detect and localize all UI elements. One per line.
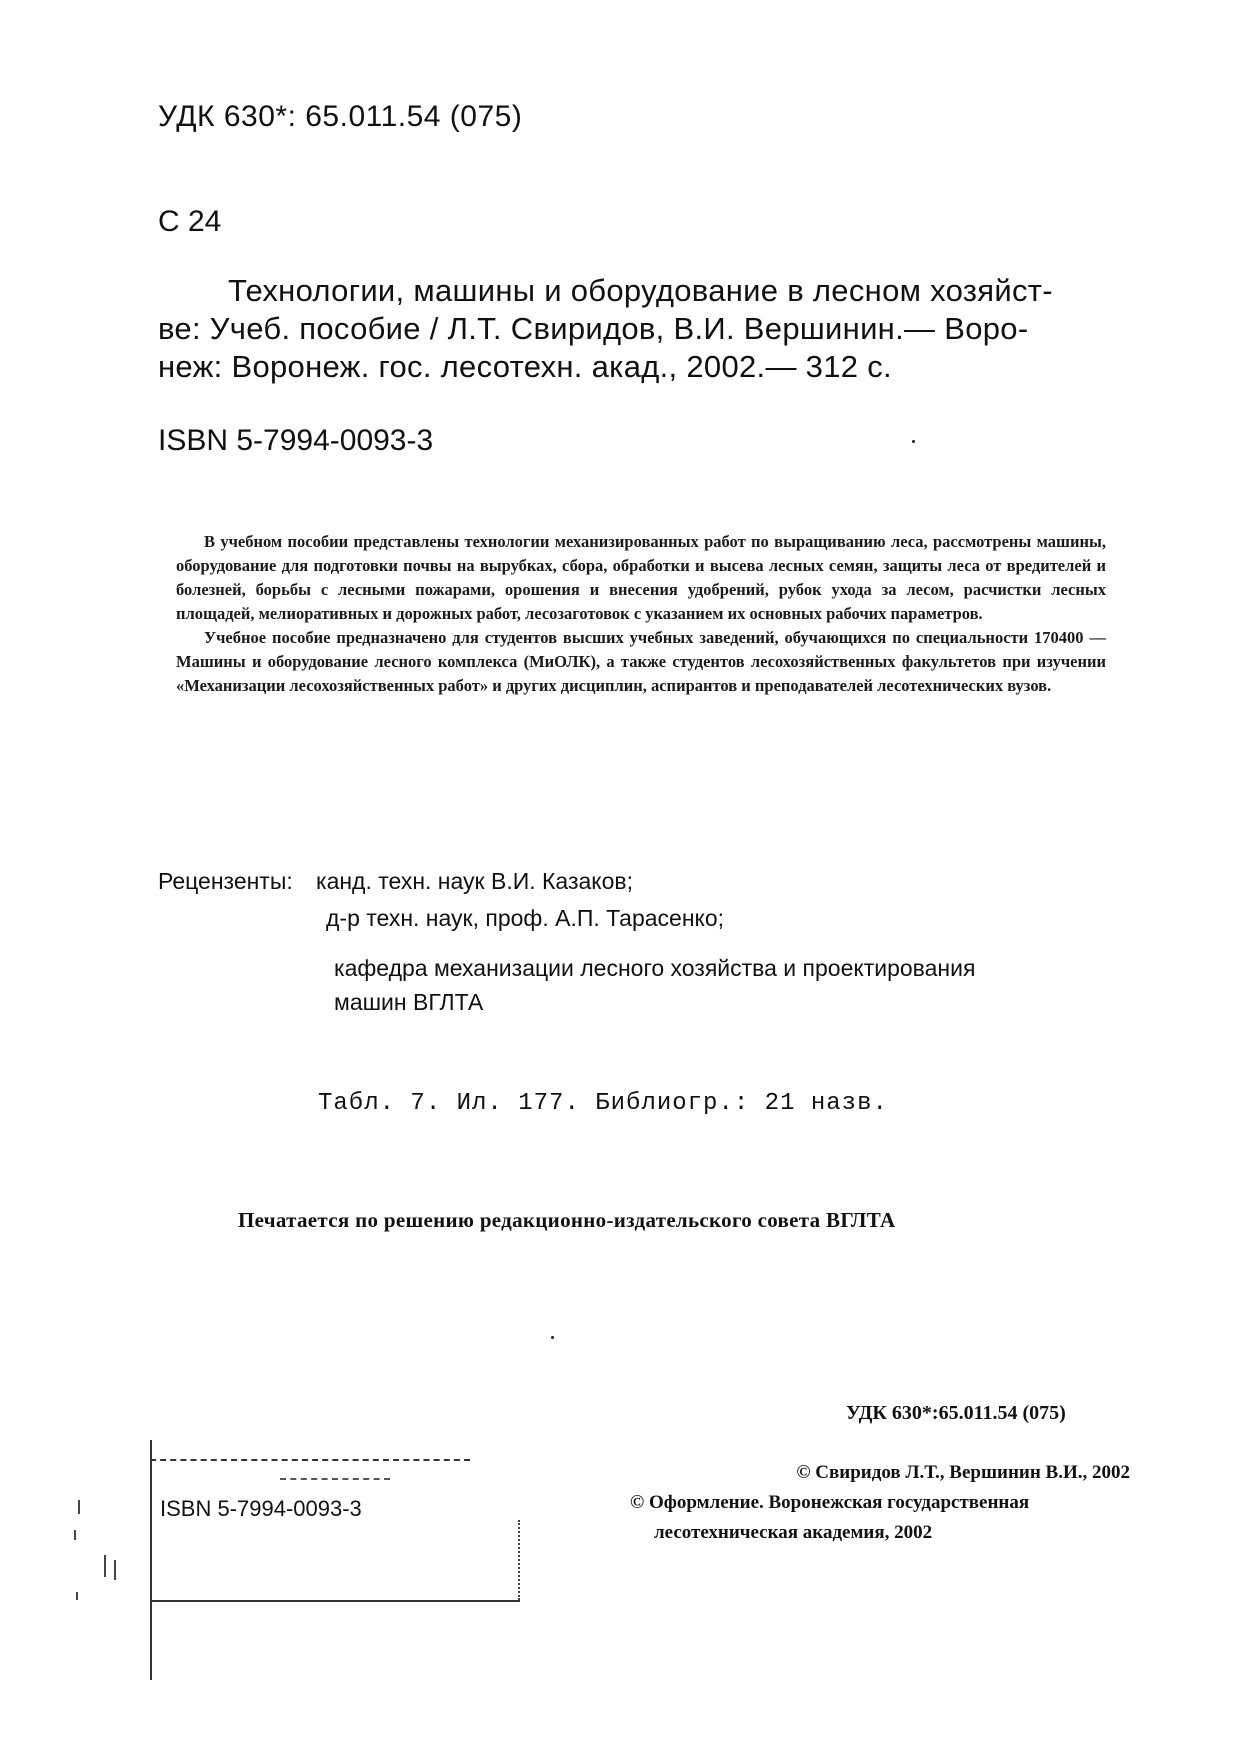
annotation-paragraph-2: Учебное пособие предназначено для студентов высших учебных заведений, обучающихся по специальности 170400 — Машины и оборудование лесного комплекса (МиОЛК), а также студентов лесохозяйственных факультетов при изучении «Механизации лесохозяйственных работ» и других дисциплин, аспирантов и преподавателей лесотехнических вузов. <box>176 628 1106 695</box>
reviewers-label: Рецензенты: <box>158 868 293 894</box>
copyright-design-line-2: лесотехническая академия, 2002 <box>654 1522 933 1543</box>
biblio-line-2: ве: Учеб. пособие / Л.Т. Свиридов, В.И. Вершинин.— Воро- <box>158 311 1029 346</box>
isbn-bottom: ISBN 5-7994-0093-3 <box>160 1496 362 1521</box>
annotation-paragraph-1: В учебном пособии представлены технологии механизированных работ по выращиванию леса, рассмотрены машины, оборудование для подготовки почвы на вырубках, сбора, обработки и высева лесных семян, защиты леса от вредителей и болезней, борьбы с лесными пожарами, орошения и внесения удобрений, рубок ухода за лесом, расчистки лесных площадей, мелиоративных и дорожных работ, лесозаготовок с указанием их основных рабочих параметров. <box>176 532 1106 623</box>
reviewer-2: д-р техн. наук, проф. А.П. Тарасенко; <box>326 905 725 931</box>
isbn: ISBN 5-7994-0093-3 <box>158 424 434 457</box>
scan-mark <box>104 1555 106 1577</box>
udk-code: УДК 630*: 65.011.54 (075) <box>158 100 523 133</box>
speck-mark <box>551 1336 554 1339</box>
margin-scan-marks <box>70 1500 130 1630</box>
scan-mark <box>78 1500 80 1514</box>
frame-right-line <box>518 1520 520 1600</box>
frame-dash-row <box>280 1478 390 1480</box>
annotation <box>176 530 1106 698</box>
reviewer-department-line-1: кафедра механизации лесного хозяйства и проектирования <box>334 955 976 981</box>
bibliographic-description <box>158 272 1118 386</box>
stats-line: Табл. 7. Ил. 177. Библиогр.: 21 назв. <box>318 1090 888 1117</box>
udk-code-bottom: УДК 630*:65.011.54 (075) <box>846 1402 1066 1424</box>
scan-mark <box>76 1592 78 1600</box>
scan-mark <box>74 1530 76 1540</box>
printed-by-decision-note: Печатается по решению редакционно-издательского совета ВГЛТА <box>238 1208 896 1232</box>
frame-left-line <box>150 1440 152 1680</box>
biblio-line-3: неж: Воронеж. гос. лесотехн. акад., 2002.— 312 с. <box>158 349 892 384</box>
reviewer-department-line-2: машин ВГЛТА <box>334 989 484 1015</box>
author-cipher: С 24 <box>158 205 222 238</box>
frame-top-line <box>150 1459 470 1461</box>
speck-mark <box>912 440 915 443</box>
scan-mark <box>114 1560 116 1580</box>
isbn-frame <box>150 1440 520 1610</box>
copyright-authors: © Свиридов Л.Т., Вершинин В.И., 2002 <box>796 1462 1130 1483</box>
copyright-block <box>610 1458 1130 1548</box>
frame-bottom-line <box>150 1600 520 1602</box>
copyright-design-line-1: © Оформление. Воронежская государственная <box>630 1492 1030 1513</box>
reviewer-1: канд. техн. наук В.И. Казаков; <box>316 868 634 894</box>
biblio-line-1: Технологии, машины и оборудование в лесном хозяйст- <box>228 273 1053 308</box>
